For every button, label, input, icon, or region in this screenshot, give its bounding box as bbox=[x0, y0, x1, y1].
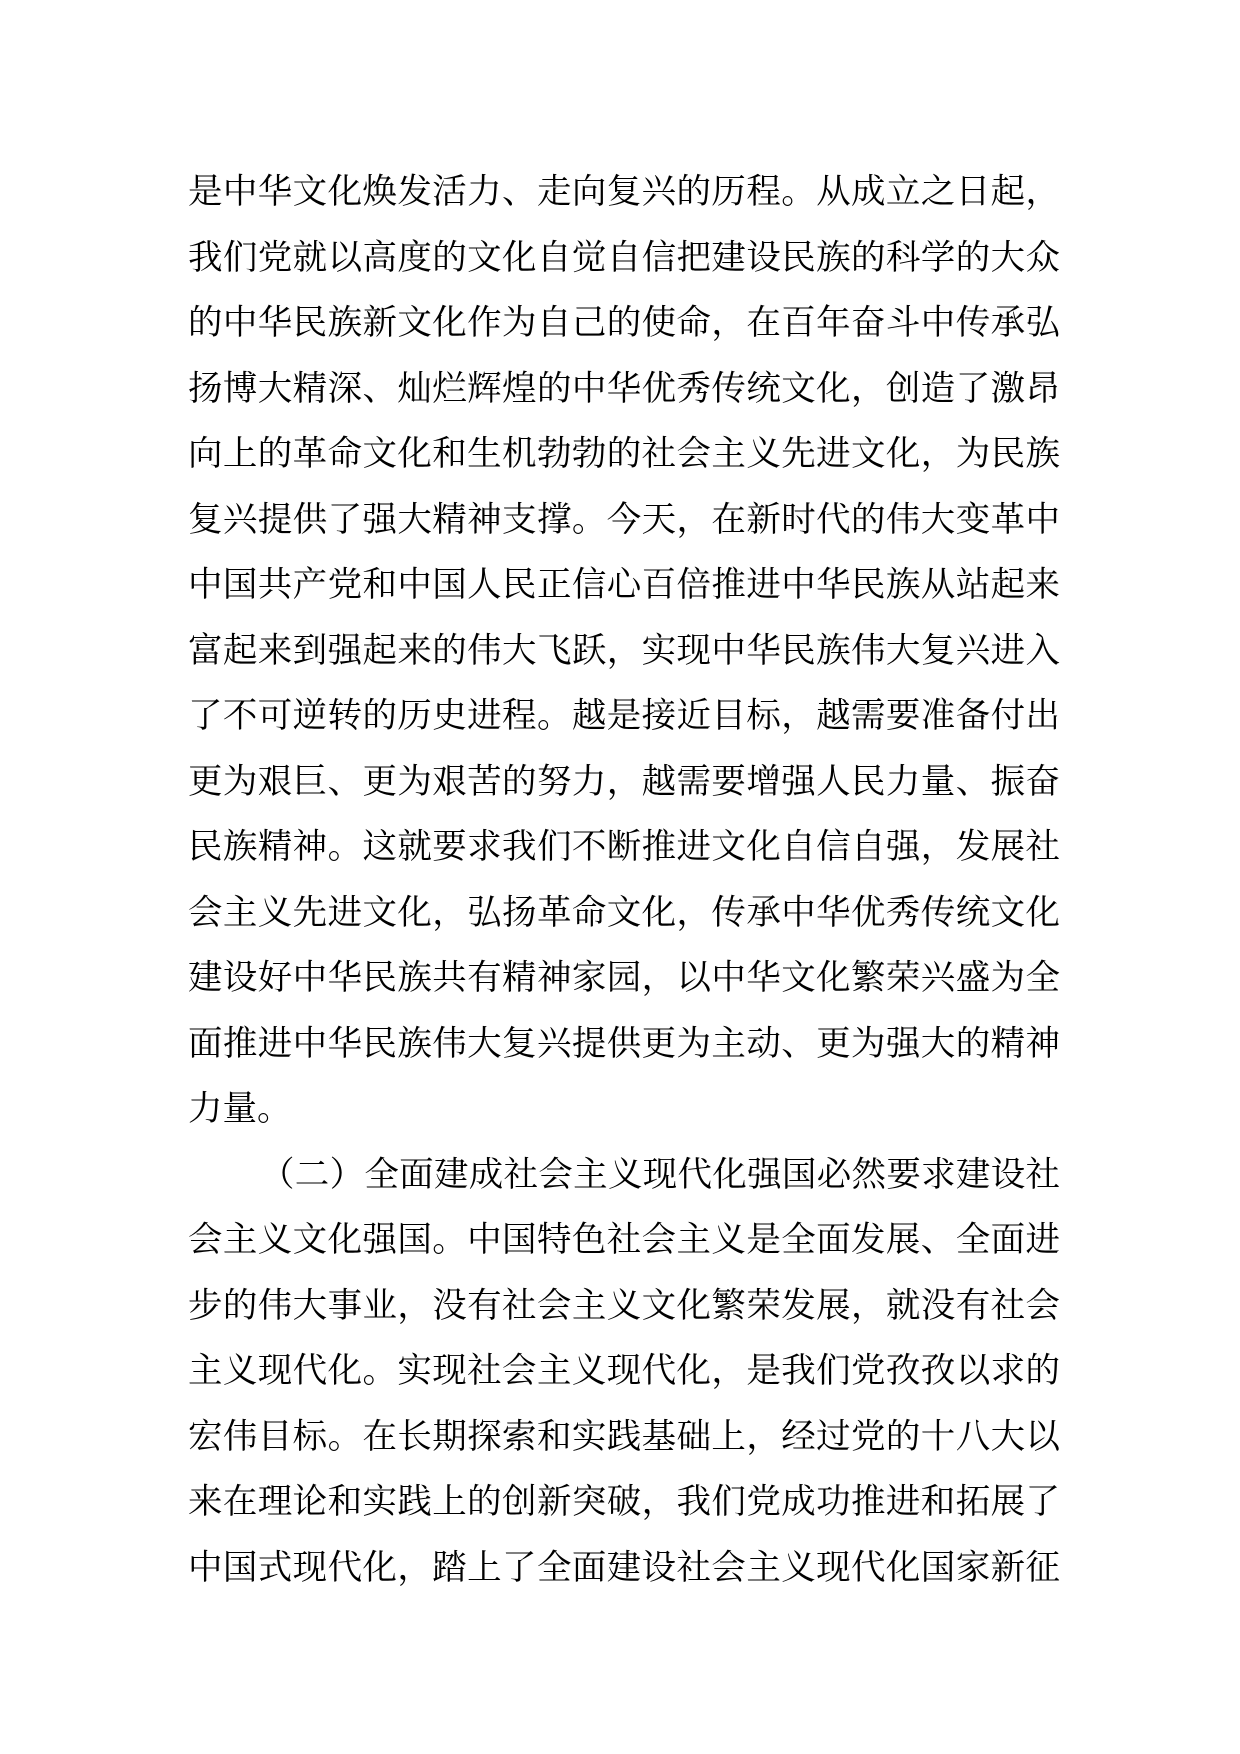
paragraph-line: 的中华民族新文化作为自己的使命，在百年奋斗中传承弘 bbox=[188, 303, 1060, 343]
paragraph-line: 复兴提供了强大精神支撑。今天，在新时代的伟大变革中 bbox=[188, 499, 1060, 540]
paragraph-line: 主义现代化。实现社会主义现代化，是我们党孜孜以求的 bbox=[188, 1351, 1060, 1391]
paragraph-line: 步的伟大事业，没有社会主义文化繁荣发展，就没有社会 bbox=[188, 1285, 1060, 1326]
paragraph-line: 中国共产党和中国人民正信心百倍推进中华民族从站起来 bbox=[188, 565, 1060, 605]
paragraph-line: 我们党就以高度的文化自觉自信把建设民族的科学的大众 bbox=[188, 237, 1060, 278]
paragraph-line: 更为艰巨、更为艰苦的努力，越需要增强人民力量、振奋 bbox=[188, 761, 1060, 802]
paragraph-line: 扬博大精深、灿烂辉煌的中华优秀传统文化，创造了激昂 bbox=[188, 368, 1060, 409]
paragraph-line: 会主义先进文化，弘扬革命文化，传承中华优秀传统文化 bbox=[188, 892, 1060, 933]
paragraph-line: 中国式现代化，踏上了全面建设社会主义现代化国家新征 bbox=[188, 1547, 1060, 1588]
section-heading-line: （二）全面建成社会主义现代化强国必然要求建设社 bbox=[260, 1154, 1060, 1195]
paragraph-line: 富起来到强起来的伟大飞跃，实现中华民族伟大复兴进入 bbox=[188, 630, 1060, 671]
paragraph-line: 力量。 bbox=[188, 1089, 292, 1129]
paragraph-line: 面推进中华民族伟大复兴提供更为主动、更为强大的精神 bbox=[188, 1023, 1060, 1064]
paragraph-line: 来在理论和实践上的创新突破，我们党成功推进和拓展了 bbox=[188, 1482, 1060, 1522]
paragraph-line: 是中华文化焕发活力、走向复兴的历程。从成立之日起， bbox=[188, 172, 1060, 212]
document-page bbox=[188, 160, 1060, 1601]
paragraph-line: 建设好中华民族共有精神家园，以中华文化繁荣兴盛为全 bbox=[188, 958, 1060, 998]
paragraph-line: 会主义文化强国。中国特色社会主义是全面发展、全面进 bbox=[188, 1220, 1060, 1260]
paragraph-line: 了不可逆转的历史进程。越是接近目标，越需要准备付出 bbox=[188, 696, 1060, 736]
paragraph-line: 向上的革命文化和生机勃勃的社会主义先进文化，为民族 bbox=[188, 434, 1060, 474]
paragraph-line: 宏伟目标。在长期探索和实践基础上，经过党的十八大以 bbox=[188, 1416, 1060, 1457]
paragraph-line: 民族精神。这就要求我们不断推进文化自信自强，发展社 bbox=[188, 827, 1060, 867]
